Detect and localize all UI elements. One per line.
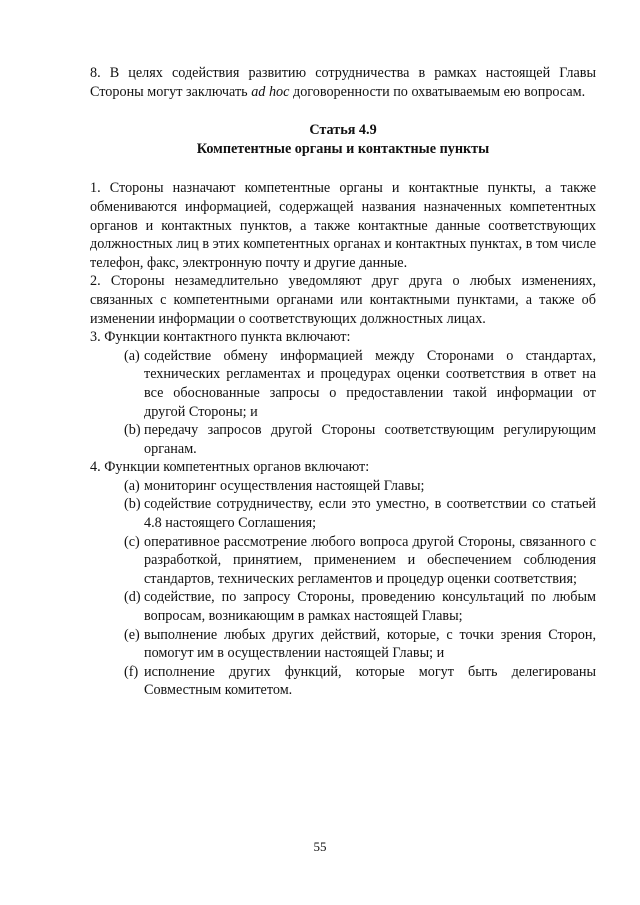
list-marker: (e) [124,626,140,643]
list-item-text: выполнение любых других действий, которые, с точки зрения Сторон, помогут им в осуществлении настоящей Главы; и [144,626,596,662]
paragraph-1: 1. Стороны назначают компетентные органы и контактные пункты, а также обмениваются информацией, содержащей названия назначенных компетентных органов и контактных пунктов, а также контактные данные соответствующих должностных лиц в этих компетентных органах и контактных пунктах, в том числе телефон, факс, электронную почту и другие данные. [90,180,596,271]
list-marker: (f) [124,663,139,680]
intro-text-start: 8. В целях содействия развитию сотрудничества в рамках настоящей Главы Стороны могут заключать [90,65,596,100]
page-number: 55 [313,839,327,854]
list-marker: (d) [124,589,141,606]
list-item [124,495,596,532]
list-item-text: содействие сотрудничеству, если это уместно, в соответствии со статьей 4.8 настоящего Соглашения; [144,496,596,532]
paragraph-4: 4. Функции компетентных органов включают: [90,459,370,476]
intro-paragraph [90,64,596,101]
list-item-text: оперативное рассмотрение любого вопроса другой Стороны, связанного с разработкой, принятием, применением и обеспечением соблюдения стандартов, технических регламентов и процедур оценки соответствия; [144,533,596,587]
paragraph-2: 2. Стороны незамедлительно уведомляют друг друга о любых изменениях, связанных с компетентными органами или контактными пунктами, а также об изменении информации о соответствующих должностных лицах. [90,273,596,327]
competent-authorities-functions-list [90,477,596,700]
list-item [124,477,596,496]
list-marker: (b) [124,422,141,439]
list-item-text: содействие обмену информацией между Сторонами о стандартах, технических регламентах и процедурах оценки соответствия в ответ на все обоснованные запросы о предоставлении такой информации от другой Стороны; и [144,347,596,420]
article-header [90,121,596,158]
paragraph-3: 3. Функции контактного пункта включают: [90,329,351,346]
list-marker: (c) [124,533,140,550]
article-title: Компетентные органы и контактные пункты [196,140,490,157]
list-item [124,663,596,700]
list-marker: (b) [124,496,141,513]
list-item [124,421,596,458]
article-number: Статья 4.9 [309,122,377,139]
list-marker: (a) [124,347,140,364]
list-item-text: мониторинг осуществления настоящей Главы; [144,477,425,494]
list-item [124,347,596,421]
list-item [124,626,596,663]
list-item [124,533,596,589]
list-item [124,588,596,625]
list-item-text: передачу запросов другой Стороны соответствующим регулирующим органам. [144,422,596,457]
intro-text-end: договоренности по охватываемым ею вопросам. [289,83,586,100]
document-page [90,64,596,700]
list-item-text: исполнение других функций, которые могут быть делегированы Совместным комитетом. [144,663,596,699]
list-item-text: содействие, по запросу Стороны, проведению консультаций по любым вопросам, возникающим в рамках настоящей Главы; [144,589,596,625]
list-marker: (a) [124,477,140,494]
contact-point-functions-list [90,347,596,459]
intro-italic-term: ad hoc [251,83,290,100]
